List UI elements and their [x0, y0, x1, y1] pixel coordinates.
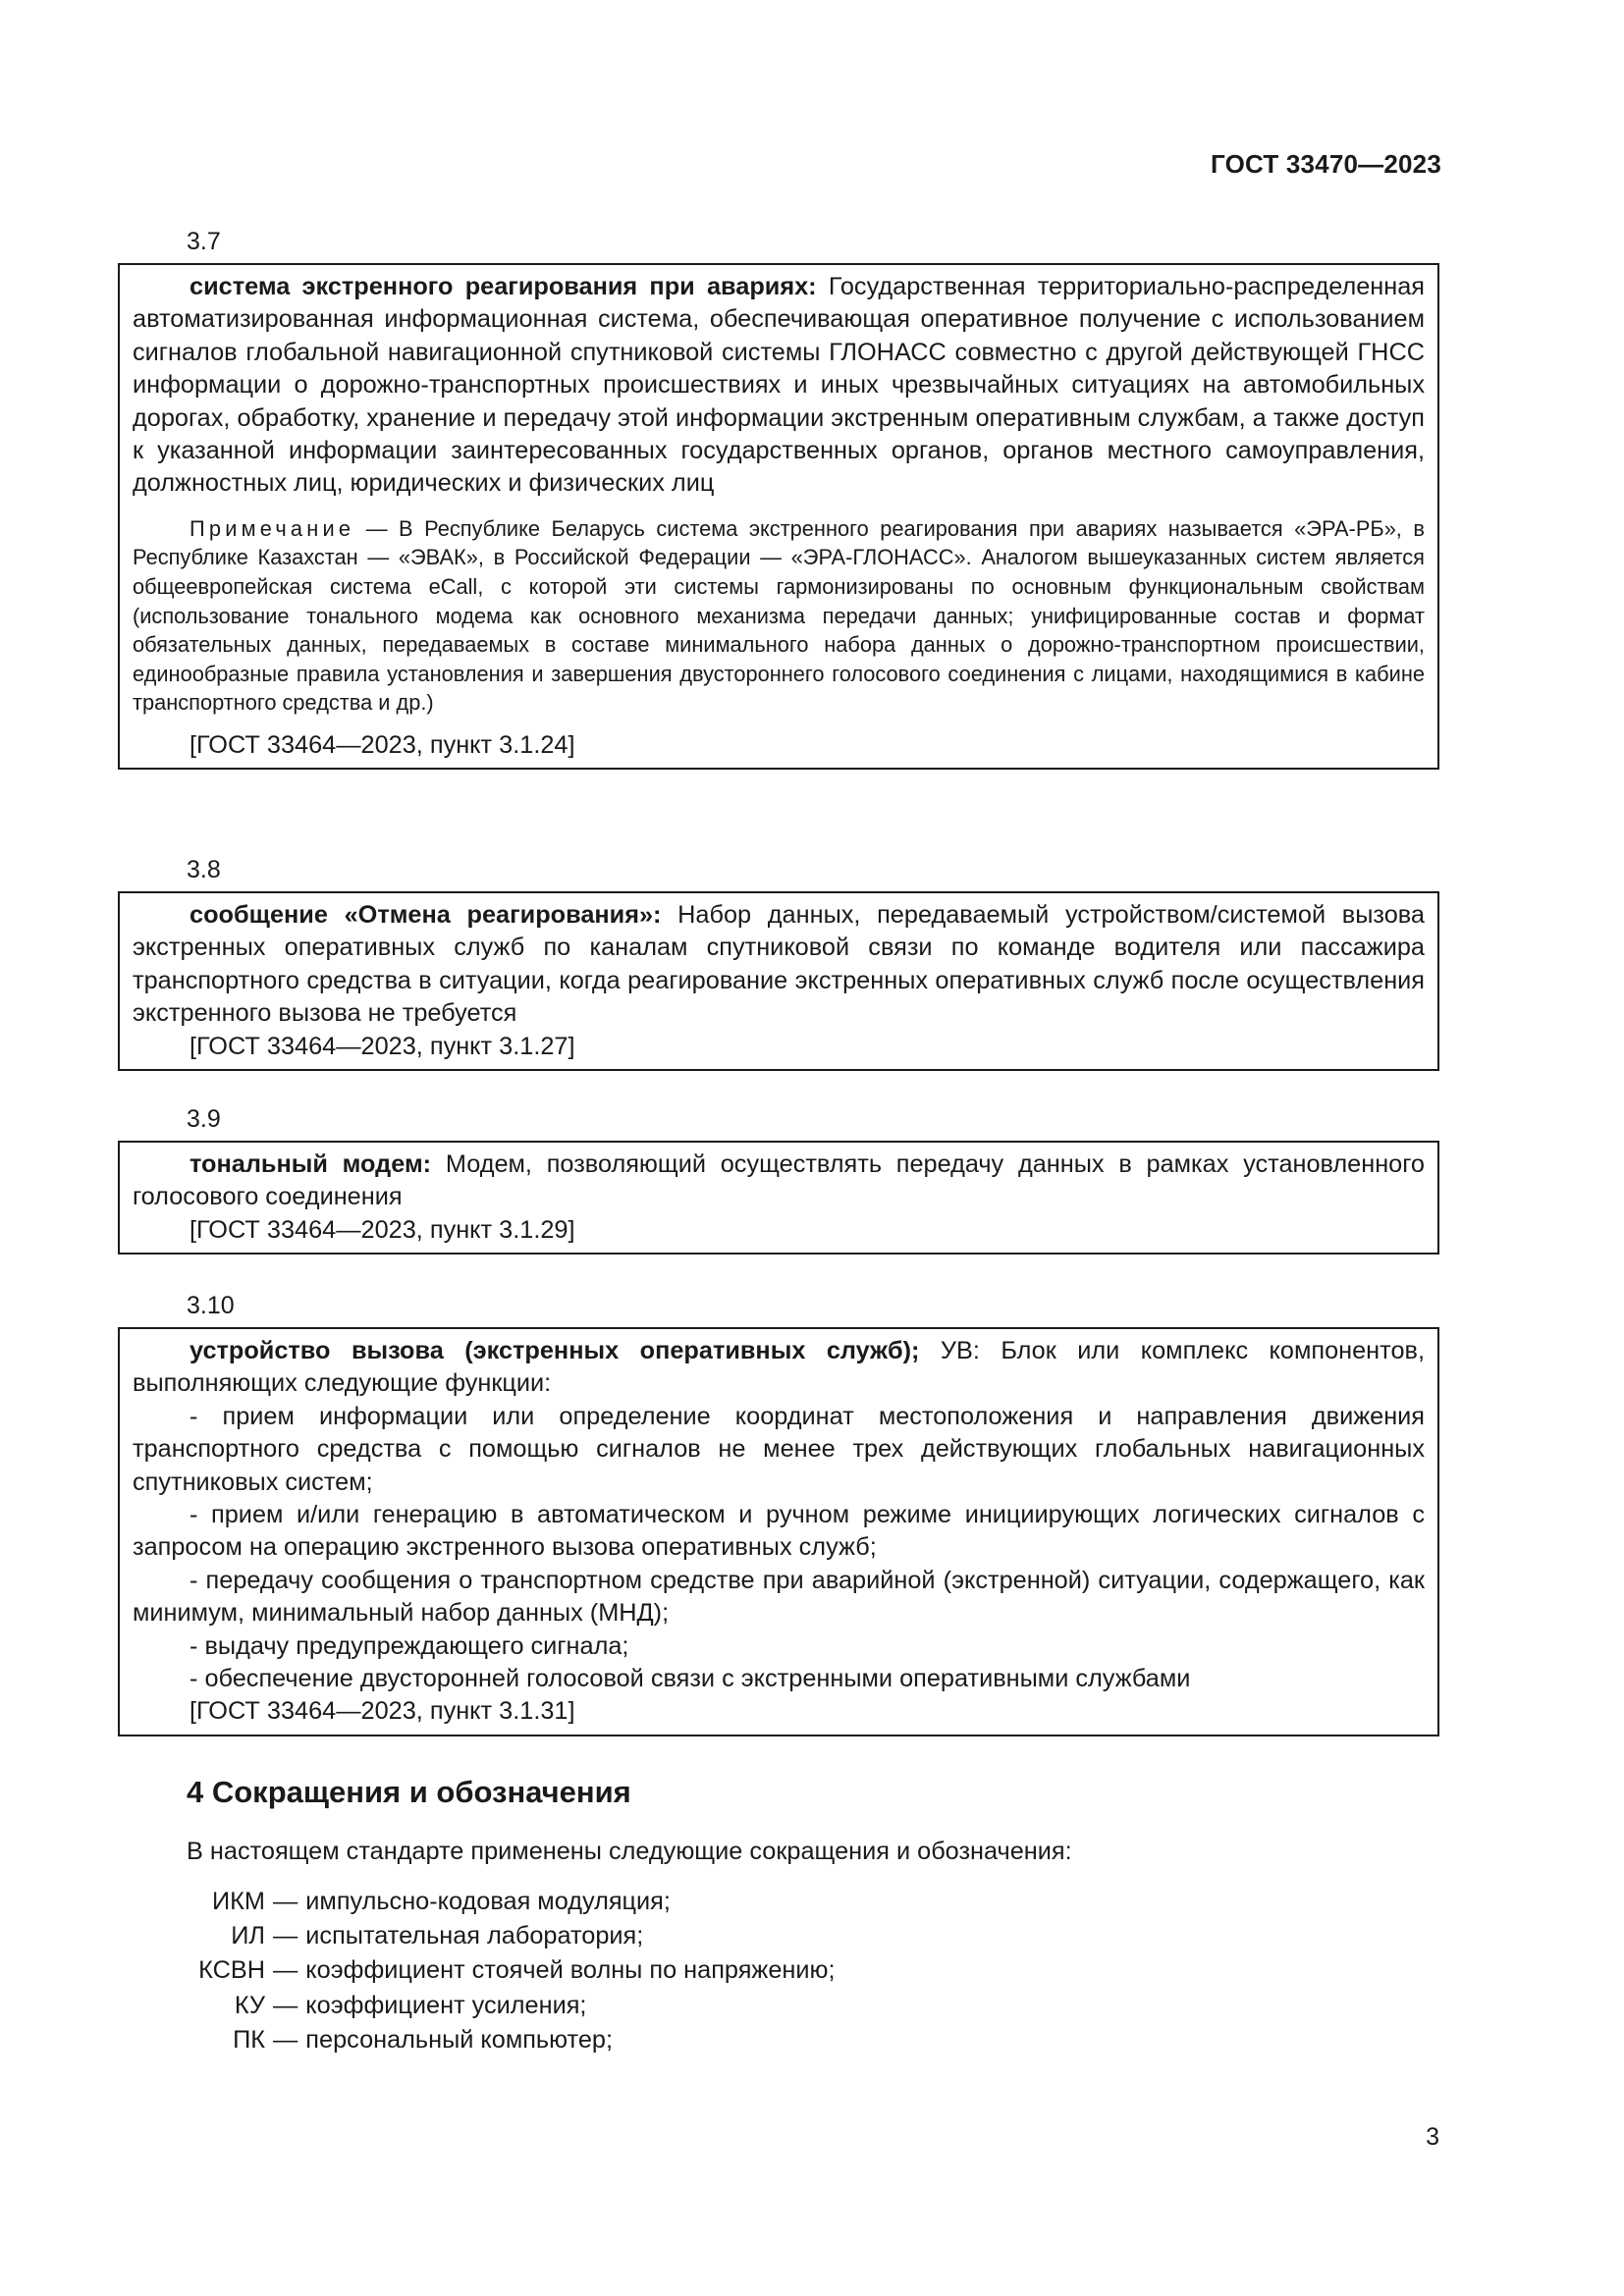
function-list-item: - передачу сообщения о транспортном средстве при аварийной (экстренной) ситуации, содержащего, как минимум, минимальный набор данных (МНД);: [133, 1566, 1425, 1628]
abbreviation-dash: —: [273, 1956, 298, 1985]
section-intro: В настоящем стандарте применены следующие сокращения и обозначения:: [187, 1838, 1072, 1865]
term-definition-text: Модем, позволяющий осуществлять передачу данных в рамках установленного голосового соединения: [133, 1150, 1425, 1211]
abbreviation-value: импульсно-кодовая модуляция;: [305, 1888, 671, 1915]
abbreviation-value: испытательная лаборатория;: [305, 1922, 644, 1950]
document-id-header: ГОСТ 33470—2023: [1211, 149, 1441, 179]
abbreviation-key: ПК: [233, 2025, 265, 2054]
term-definition: [133, 1335, 1425, 1401]
term-reference: [ГОСТ 33464—2023, пункт 3.1.29]: [189, 1215, 575, 1244]
term-box-3-10: [118, 1327, 1439, 1736]
term-title: система экстренного реагирования при авариях:: [189, 273, 817, 300]
abbreviation-row: [187, 2023, 836, 2057]
term-number: 3.7: [187, 228, 221, 255]
abbreviation-list: [187, 1885, 836, 2057]
term-definition: [133, 1148, 1425, 1214]
term-definition-text: Государственная территориально-распределенная автоматизированная информационная система, обеспечивающая оперативное получение с использованием сигналов глобальной навигационной спутниковой системы ГЛОНАСС совместно с другой действующей ГНСС информации о дорожно-транспортных происшествиях и иных чрезвычайных ситуациях на автомобильных дорогах, обработку, хранение и передачу этой информации экстренным оперативным службам, а также доступ к указанной информации заинтересованных государственных органов, органов местного самоуправления, должностных лиц, юридических и физических лиц: [133, 273, 1425, 498]
note-label: Примечание: [189, 515, 355, 541]
abbreviation-dash: —: [273, 1991, 298, 2019]
term-box-3-9: [118, 1141, 1439, 1255]
abbreviation-key: ИКМ: [212, 1888, 265, 1915]
term-title: тональный модем:: [189, 1150, 432, 1178]
abbreviation-dash: —: [273, 2025, 298, 2054]
function-list-item: - прием информации или определение координат местоположения и направления движения транспортного средства с помощью сигналов не менее трех действующих глобальных навигационных спутниковых систем;: [133, 1402, 1425, 1496]
term-definition-text: Набор данных, передаваемый устройством/системой вызова экстренных оперативных служб по каналам спутниковой связи по команде водителя или пассажира транспортного средства в ситуации, когда реагирование экстренных оперативных служб после осуществления экстренного вызова не требуется: [133, 901, 1425, 1028]
term-reference: [ГОСТ 33464—2023, пункт 3.1.31]: [189, 1697, 575, 1726]
term-reference: [ГОСТ 33464—2023, пункт 3.1.24]: [189, 731, 575, 759]
abbreviation-key: КСВН: [198, 1956, 265, 1985]
term-definition: [133, 899, 1425, 1031]
term-title: сообщение «Отмена реагирования»:: [189, 901, 662, 929]
function-list-item: - выдачу предупреждающего сигнала;: [189, 1631, 629, 1660]
abbreviation-value: коэффициент усиления;: [305, 1991, 587, 2019]
function-list-item: - прием и/или генерацию в автоматическом и ручном режиме инициирующих логических сигналов с запросом на операцию экстренного вызова оперативных служб;: [133, 1501, 1425, 1562]
term-number: 3.9: [187, 1105, 221, 1133]
abbreviation-row: [187, 1885, 836, 1919]
page-number: 3: [1426, 2123, 1439, 2151]
section-title: 4 Сокращения и обозначения: [187, 1775, 631, 1809]
term-number: 3.10: [187, 1292, 235, 1319]
abbreviation-row: [187, 1953, 836, 1988]
term-definition: [133, 271, 1425, 501]
abbreviation-value: коэффициент стоячей волны по напряжению;: [305, 1956, 836, 1985]
abbreviation-row: [187, 1989, 836, 2023]
term-box-3-8: [118, 891, 1439, 1071]
term-reference: [ГОСТ 33464—2023, пункт 3.1.27]: [189, 1032, 575, 1060]
term-title: устройство вызова (экстренных оперативных служб);: [189, 1337, 920, 1364]
function-list-item: - обеспечение двусторонней голосовой связи с экстренными оперативными службами: [189, 1665, 1191, 1693]
abbreviation-row: [187, 1919, 836, 1953]
abbreviation-dash: —: [273, 1888, 298, 1915]
term-definition-text: УВ: Блок или комплекс компонентов, выполняющих следующие функции:: [133, 1337, 1425, 1398]
abbreviation-key: ИЛ: [231, 1922, 265, 1950]
abbreviation-dash: —: [273, 1922, 298, 1950]
term-box-3-7: [118, 263, 1439, 770]
term-number: 3.8: [187, 856, 221, 883]
abbreviation-key: КУ: [234, 1991, 265, 2019]
note-text: — В Республике Беларусь система экстренного реагирования при авариях называется «ЭРА-РБ», в Республике Казахстан — «ЭВАК», в Российской Федерации — «ЭРА-ГЛОНАСС». Аналогом вышеуказанных систем является общеевропейская система eCall, с которой эти системы гармонизированы по основным функциональным свойствам (использование тонального модема как основного механизма передачи данных; унифицированные состав и формат обязательных данных, передаваемых в составе минимального набора данных о дорожно-транспортном происшествии, единообразные правила установления и завершения двустороннего голосового соединения с лицами, находящимися в кабине транспортного средства и др.): [133, 515, 1425, 716]
abbreviation-value: персональный компьютер;: [305, 2025, 613, 2054]
term-note: [133, 514, 1425, 718]
